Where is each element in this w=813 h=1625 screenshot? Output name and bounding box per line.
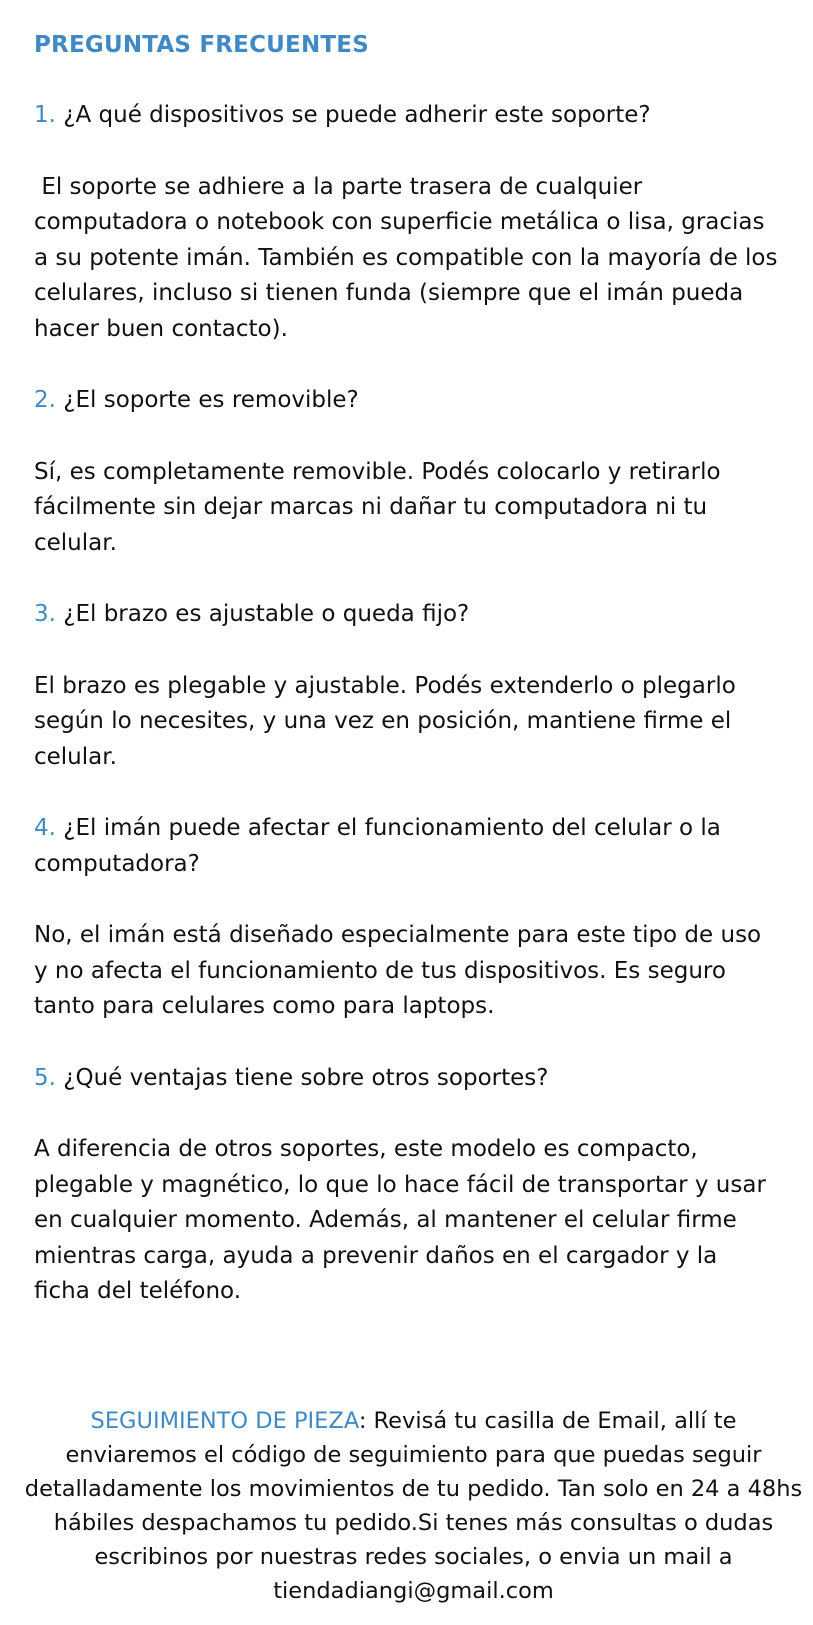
question-number: 2. <box>34 387 56 413</box>
question-number: 5. <box>34 1064 56 1091</box>
faq-question <box>34 383 779 419</box>
question-text: ¿A qué dispositivos se puede adherir este soporte? <box>63 102 651 128</box>
faq-question <box>34 1061 779 1097</box>
tracking-text: Revisá tu casilla de Email, allí te enviaremos el código de seguimiento para que puedas seguir detalladamente los movimientos de tu pedido. Tan solo en 24 a 48hs hábiles despachamos tu pedido.Si tenes más consultas o dudas escribinos por nuestras redes sociales, o envia un mail a tiendadiangi@gmail.com <box>24 1408 803 1604</box>
faq-item-5 <box>34 1061 779 1310</box>
tracking-separator: : <box>358 1408 367 1434</box>
question-number: 4. <box>34 815 56 841</box>
faq-question <box>34 597 779 633</box>
faq-answer: A diferencia de otros soportes, este modelo es compacto, plegable y magnético, lo que lo hace fácil de transportar y usar en cualquier momento. Además, al mantener el celular firme mientras carga, ayuda a prevenir daños en el cargador y la ficha del teléfono. <box>34 1136 766 1304</box>
question-number: 1. <box>34 102 56 128</box>
faq-answer: Sí, es completamente removible. Podés colocarlo y retirarlo fácilmente sin dejar marcas ni dañar tu computadora ni tu celular. <box>34 458 721 556</box>
question-text: ¿El brazo es ajustable o queda fijo? <box>63 601 470 627</box>
faq-question <box>34 98 779 134</box>
question-text: ¿El soporte es removible? <box>63 387 359 413</box>
question-number: 3. <box>34 601 56 627</box>
tracking-label: SEGUIMIENTO DE PIEZA <box>90 1408 359 1434</box>
faq-item-4 <box>34 811 779 1025</box>
faq-question <box>34 811 779 882</box>
question-text: ¿Qué ventajas tiene sobre otros soportes? <box>63 1064 549 1091</box>
faq-answer: No, el imán está diseñado especialmente para este tipo de uso y no afecta el funcionamiento de tus dispositivos. Es seguro tanto para celulares como para laptops. <box>34 922 762 1019</box>
faq-answer: El soporte se adhiere a la parte trasera de cualquier computadora o notebook con superficie metálica o lisa, gracias a su potente imán. También es compatible con la mayoría de los celulares, incluso si tienen funda (siempre que el imán pueda hacer buen contacto). <box>34 173 785 342</box>
question-text: ¿El imán puede afectar el funcionamiento del celular o la computadora? <box>34 815 721 877</box>
faq-item-3 <box>34 597 779 775</box>
faq-item-2 <box>34 383 779 561</box>
faq-answer: El brazo es plegable y ajustable. Podés extenderlo o plegarlo según lo necesites, y una vez en posición, mantiene firme el celular. <box>34 672 736 770</box>
faq-item-1 <box>34 98 785 347</box>
faq-title: PREGUNTAS FRECUENTES <box>34 32 369 58</box>
tracking-info <box>24 1404 803 1608</box>
